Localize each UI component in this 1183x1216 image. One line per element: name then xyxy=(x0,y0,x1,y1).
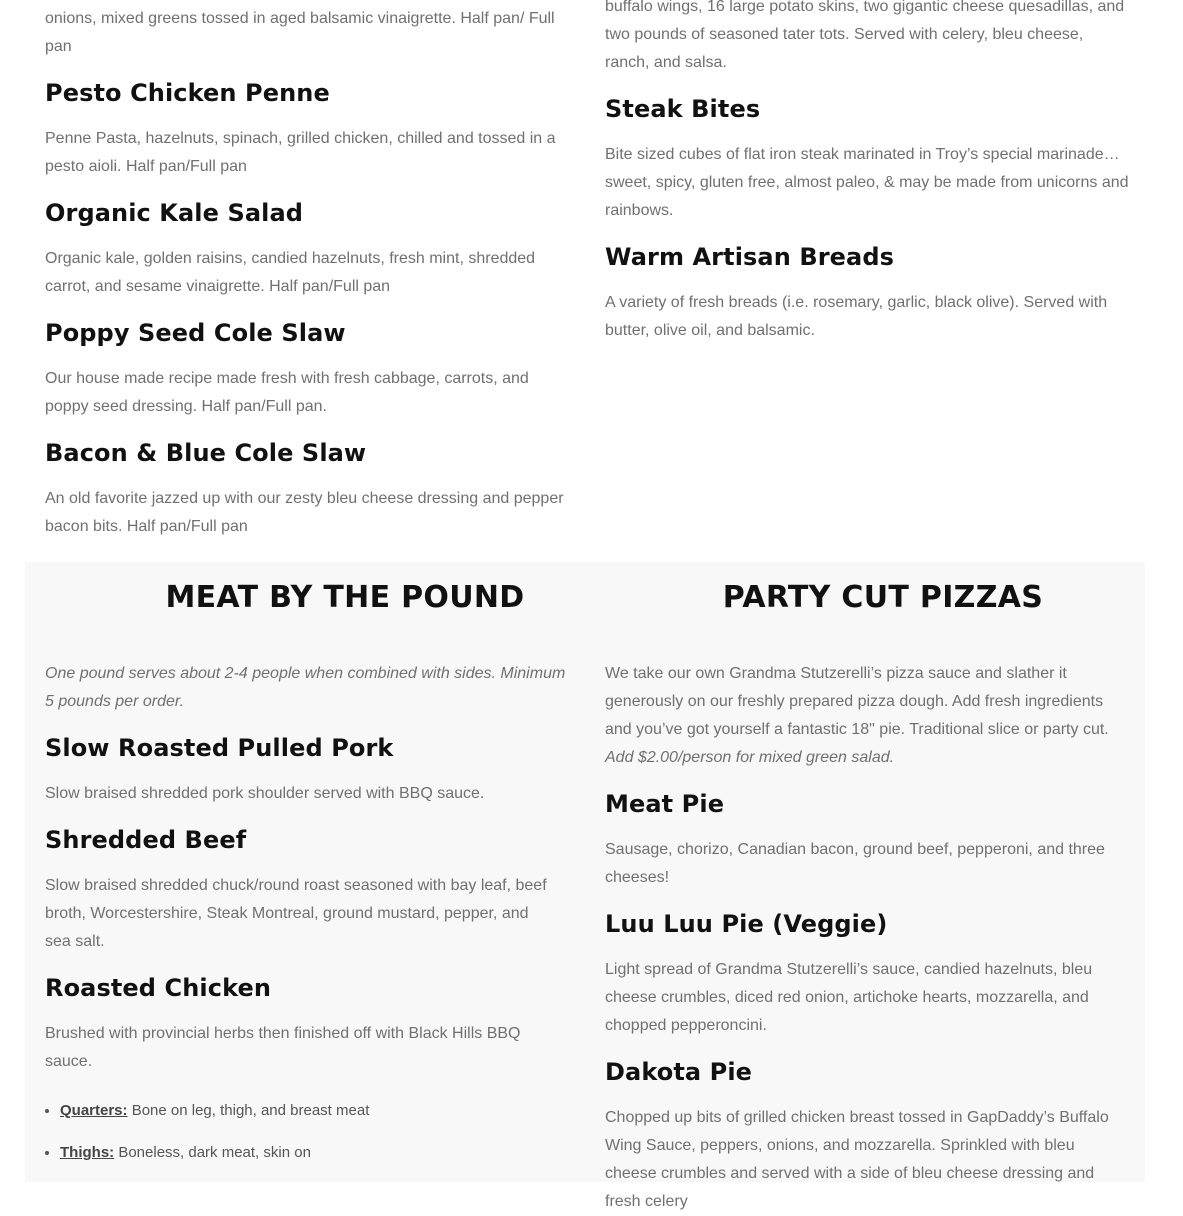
menu-item-title: Dakota Pie xyxy=(605,1058,753,1086)
item-description: buffalo wings, 16 large potato skins, two gigantic cheese quesadillas, and two pounds of seasoned tater tots. Served with celery, bleu cheese, ranch, and salsa. xyxy=(605,0,1125,71)
item-description: Organic kale, golden raisins, candied hazelnuts, fresh mint, shredded carrot, and sesame vinaigrette. Half pan/Full pan xyxy=(45,250,536,295)
item-description: Our house made recipe made fresh with fresh cabbage, carrots, and poppy seed dressing. Half pan/Full pan. xyxy=(45,370,529,415)
item-description: An old favorite jazzed up with our zesty bleu cheese dressing and pepper bacon bits. Half pan/Full pan xyxy=(45,490,564,535)
cut-label: Quarters: xyxy=(60,1102,128,1119)
section-intro xyxy=(605,660,1110,772)
section-note: One pound serves about 2-4 people when combined with sides. Minimum 5 pounds per order. xyxy=(45,665,566,710)
item-description: A variety of fresh breads (i.e. rosemary, garlic, black olive). Served with butter, olive oil, and balsamic. xyxy=(605,294,1108,339)
intro-text: We take our own Grandma Stutzerelli’s pizza sauce and slather it generously on our freshly prepared pizza dough. Add fresh ingredients and you’ve got yourself a fantastic 18" pie. Traditional slice or party cut. xyxy=(605,665,1109,738)
cut-text: Bone on leg, thigh, and breast meat xyxy=(127,1102,370,1119)
menu-item-title: Organic Kale Salad xyxy=(45,199,304,227)
item-description: Sausage, chorizo, Canadian bacon, ground beef, pepperoni, and three cheeses! xyxy=(605,841,1105,886)
menu-item-title: Slow Roasted Pulled Pork xyxy=(45,734,394,762)
item-description: Chopped up bits of grilled chicken breast tossed in GapDaddy’s Buffalo Wing Sauce, peppers, onions, and mozzarella. Sprinkled with bleu cheese crumbles and served with a side of bleu cheese dressing and fresh celery xyxy=(605,1109,1109,1210)
menu-item-title: Pesto Chicken Penne xyxy=(45,79,330,107)
menu-item-title: Meat Pie xyxy=(605,790,725,818)
menu-item-title: Bacon & Blue Cole Slaw xyxy=(45,439,367,467)
section-title-pizza: PARTY CUT PIZZAS xyxy=(722,580,1044,615)
cut-label: Thighs: xyxy=(60,1144,115,1161)
list-item xyxy=(60,1101,570,1121)
intro-note: Add $2.00/person for mixed green salad. xyxy=(605,749,895,766)
menu-item-title: Shredded Beef xyxy=(45,826,247,854)
section-title-meat: MEAT BY THE POUND xyxy=(165,580,525,615)
menu-item-title: Luu Luu Pie (Veggie) xyxy=(605,910,888,938)
item-description: Light spread of Grandma Stutzerelli’s sauce, candied hazelnuts, bleu cheese crumbles, diced red onion, artichoke hearts, mozzarella, and chopped pepperoncini. xyxy=(605,961,1093,1034)
item-description: Slow braised shredded chuck/round roast seasoned with bay leaf, beef broth, Worcestershire, Steak Montreal, ground mustard, pepper, and sea salt. xyxy=(45,877,547,950)
item-description: Brushed with provincial herbs then finished off with Black Hills BBQ sauce. xyxy=(45,1025,521,1070)
menu-item-title: Steak Bites xyxy=(605,95,761,123)
menu-item-title: Warm Artisan Breads xyxy=(605,243,895,271)
list-item xyxy=(60,1143,570,1163)
menu-item-title: Poppy Seed Cole Slaw xyxy=(45,319,346,347)
item-description: Penne Pasta, hazelnuts, spinach, grilled chicken, chilled and tossed in a pesto aioli. Half pan/Full pan xyxy=(45,130,556,175)
menu-item-title: Roasted Chicken xyxy=(45,974,272,1002)
item-description: Bite sized cubes of flat iron steak marinated in Troy’s special marinade…sweet, spicy, gluten free, almost paleo, & may be made from unicorns and rainbows. xyxy=(605,146,1129,219)
item-description: Slow braised shredded pork shoulder served with BBQ sauce. xyxy=(45,785,485,802)
chicken-cuts-list xyxy=(45,1101,570,1185)
cut-text: Boneless, dark meat, skin on xyxy=(114,1144,311,1161)
item-description: onions, mixed greens tossed in aged balsamic vinaigrette. Half pan/ Full pan xyxy=(45,10,555,55)
